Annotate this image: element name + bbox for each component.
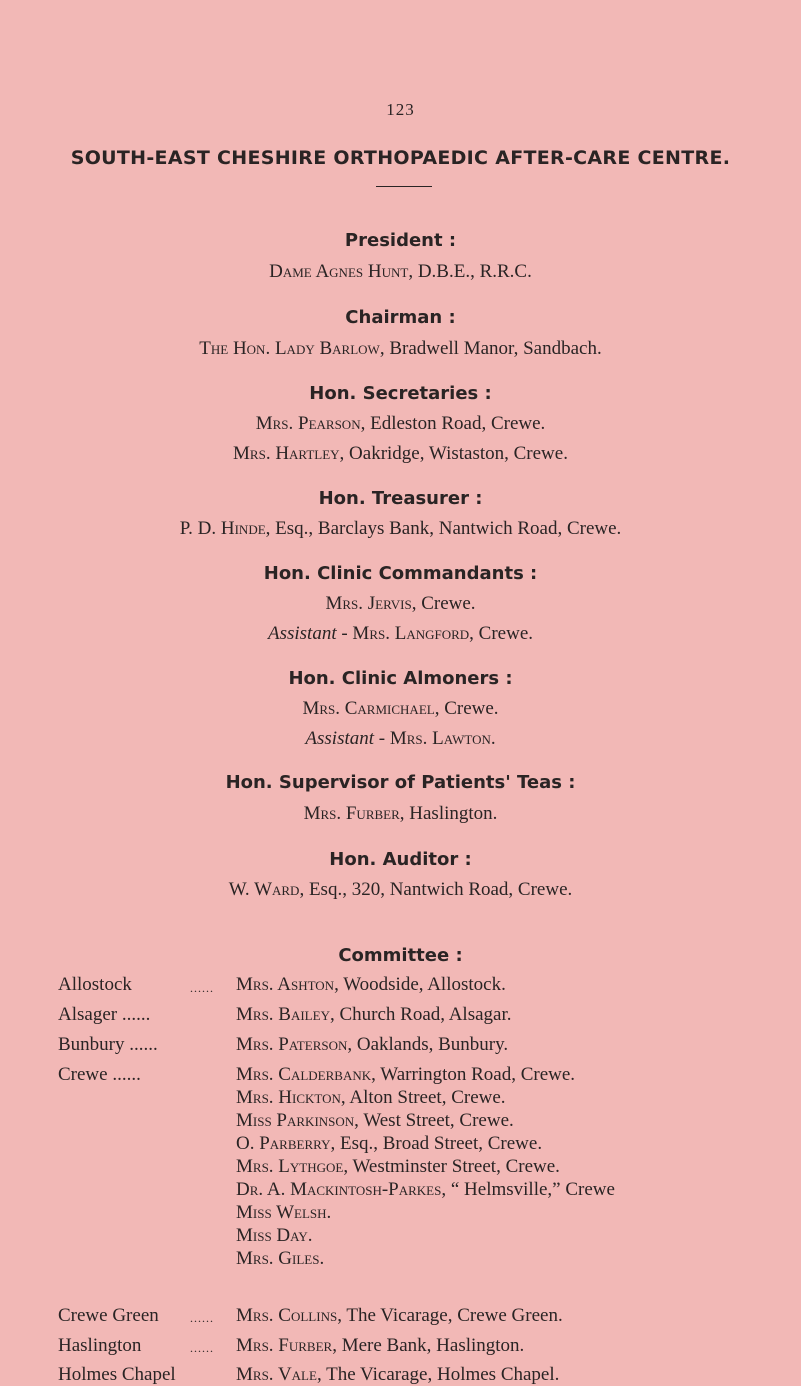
- member-name: Dr. A. Mackintosh-Parkes: [236, 1179, 442, 1200]
- president-line: [0, 261, 801, 283]
- assistant-commandant-detail: , Crewe.: [469, 623, 534, 644]
- assistant-sep: -: [374, 728, 390, 749]
- supervisor-detail: , Haslington.: [399, 803, 498, 824]
- member-detail: , Alton Street, Crewe.: [340, 1087, 506, 1108]
- committee-member: [236, 1110, 514, 1132]
- auditor-line: [0, 879, 801, 901]
- assistant-label: Assistant: [267, 623, 337, 644]
- member-detail: , Oaklands, Bunbury.: [347, 1034, 509, 1055]
- assistant-commandant-name: Mrs. Langford: [352, 623, 470, 644]
- secretary-detail: , Oakridge, Wistaston, Crewe.: [339, 443, 568, 464]
- auditor-detail: , Esq., 320, Nantwich Road, Crewe.: [299, 879, 573, 900]
- divider-rule: [376, 186, 432, 187]
- member-detail: , The Vicarage, Holmes Chapel.: [316, 1364, 560, 1385]
- treasurer-heading: Hon. Treasurer :: [318, 488, 483, 509]
- member-name: Mrs. Vale: [236, 1364, 317, 1385]
- almoner-line: [0, 698, 801, 720]
- secretary-line: [0, 413, 801, 435]
- commandant-line: [0, 593, 801, 615]
- assistant-almoner-name: Mrs. Lawton: [389, 728, 491, 749]
- member-name: Mrs. Ashton: [236, 974, 335, 995]
- leader-dots: ......: [190, 981, 214, 995]
- member-name: Mrs. Hickton: [236, 1087, 341, 1108]
- commandants-heading: Hon. Clinic Commandants :: [263, 563, 538, 584]
- secretary-line: [0, 443, 801, 465]
- auditor-name: W. Ward: [228, 879, 300, 900]
- president-detail: , D.B.E., R.R.C.: [408, 261, 532, 282]
- member-detail: , “ Helmsville,” Crewe: [441, 1179, 615, 1200]
- member-detail: , Church Road, Alsagar.: [329, 1004, 512, 1025]
- member-detail: , West Street, Crewe.: [354, 1110, 514, 1131]
- leader-dots: ......: [190, 1341, 214, 1355]
- member-detail: .: [307, 1225, 313, 1246]
- place-crewe-green: Crewe Green: [58, 1305, 159, 1326]
- commandant-detail: , Crewe.: [411, 593, 476, 614]
- auditor-heading: Hon. Auditor :: [329, 849, 472, 870]
- committee-member: [236, 1004, 512, 1026]
- member-name: Mrs. Bailey: [236, 1004, 330, 1025]
- secretary-name: Mrs. Hartley: [233, 443, 340, 464]
- treasurer-line: [0, 518, 801, 540]
- committee-member: [236, 1179, 615, 1201]
- treasurer-name: P. D. Hinde: [179, 518, 266, 539]
- member-name: Mrs. Collins: [236, 1305, 338, 1326]
- commandant-name: Mrs. Jervis: [325, 593, 412, 614]
- member-name: Mrs. Lythgoe: [236, 1156, 344, 1177]
- place-bunbury: Bunbury ......: [58, 1034, 158, 1055]
- committee-member: [236, 1064, 575, 1086]
- committee-member: [236, 1034, 508, 1056]
- member-detail: , The Vicarage, Crewe Green.: [337, 1305, 563, 1326]
- supervisor-heading: Hon. Supervisor of Patients' Teas :: [225, 772, 576, 793]
- committee-member: [236, 1202, 331, 1224]
- chairman-heading: Chairman :: [345, 307, 456, 328]
- committee-member: [236, 1156, 560, 1178]
- committee-member: [236, 1248, 324, 1270]
- member-name: Miss Welsh: [236, 1202, 327, 1223]
- place-alsager: Alsager ......: [58, 1004, 151, 1025]
- secretaries-heading: Hon. Secretaries :: [309, 383, 492, 404]
- assistant-sep: -: [336, 623, 353, 644]
- place-allostock: Allostock: [58, 974, 132, 995]
- committee-member: [236, 1087, 506, 1109]
- member-name: Mrs. Furber: [236, 1335, 333, 1356]
- almoner-detail: , Crewe.: [434, 698, 499, 719]
- page-number: 123: [386, 100, 415, 119]
- committee-member: [236, 1133, 542, 1155]
- chairman-line: [0, 338, 801, 360]
- committee-member: [236, 974, 506, 996]
- member-detail: .: [326, 1202, 332, 1223]
- member-name: Miss Parkinson: [236, 1110, 355, 1131]
- almoners-heading: Hon. Clinic Almoners :: [288, 668, 513, 689]
- president-name: Dame Agnes Hunt: [269, 261, 409, 282]
- treasurer-detail: , Esq., Barclays Bank, Nantwich Road, Crewe.: [265, 518, 622, 539]
- supervisor-name: Mrs. Furber: [303, 803, 400, 824]
- member-detail: , Woodside, Allostock.: [334, 974, 506, 995]
- president-heading: President :: [344, 230, 457, 251]
- almoner-name: Mrs. Carmichael: [302, 698, 435, 719]
- member-detail: , Esq., Broad Street, Crewe.: [330, 1133, 543, 1154]
- member-name: Mrs. Giles: [236, 1248, 320, 1269]
- supervisor-line: [0, 803, 801, 825]
- committee-member: [236, 1305, 563, 1327]
- committee-member: [236, 1225, 313, 1247]
- member-name: Miss Day: [236, 1225, 308, 1246]
- member-name: Mrs. Calderbank: [236, 1064, 372, 1085]
- place-crewe: Crewe ......: [58, 1064, 141, 1085]
- member-name: O. Parberry: [236, 1133, 331, 1154]
- member-detail: , Warrington Road, Crewe.: [371, 1064, 576, 1085]
- secretary-detail: , Edleston Road, Crewe.: [360, 413, 546, 434]
- assistant-commandant-line: [0, 623, 801, 645]
- member-detail: , Mere Bank, Haslington.: [332, 1335, 525, 1356]
- committee-member: [236, 1364, 559, 1386]
- secretary-name: Mrs. Pearson: [255, 413, 361, 434]
- place-holmes-chapel: Holmes Chapel: [58, 1364, 176, 1385]
- member-name: Mrs. Paterson: [236, 1034, 348, 1055]
- page-title: SOUTH-EAST CHESHIRE ORTHOPAEDIC AFTER-CARE CENTRE.: [70, 147, 731, 169]
- chairman-detail: , Bradwell Manor, Sandbach.: [379, 338, 602, 359]
- assistant-almoner-detail: .: [490, 728, 496, 749]
- assistant-almoner-line: [0, 728, 801, 750]
- member-detail: , Westminster Street, Crewe.: [343, 1156, 560, 1177]
- chairman-name: The Hon. Lady Barlow: [199, 338, 380, 359]
- member-detail: .: [319, 1248, 325, 1269]
- place-haslington: Haslington: [58, 1335, 142, 1356]
- committee-member: [236, 1335, 524, 1357]
- committee-heading: Committee :: [338, 945, 463, 966]
- assistant-label: Assistant: [305, 728, 375, 749]
- leader-dots: ......: [190, 1311, 214, 1325]
